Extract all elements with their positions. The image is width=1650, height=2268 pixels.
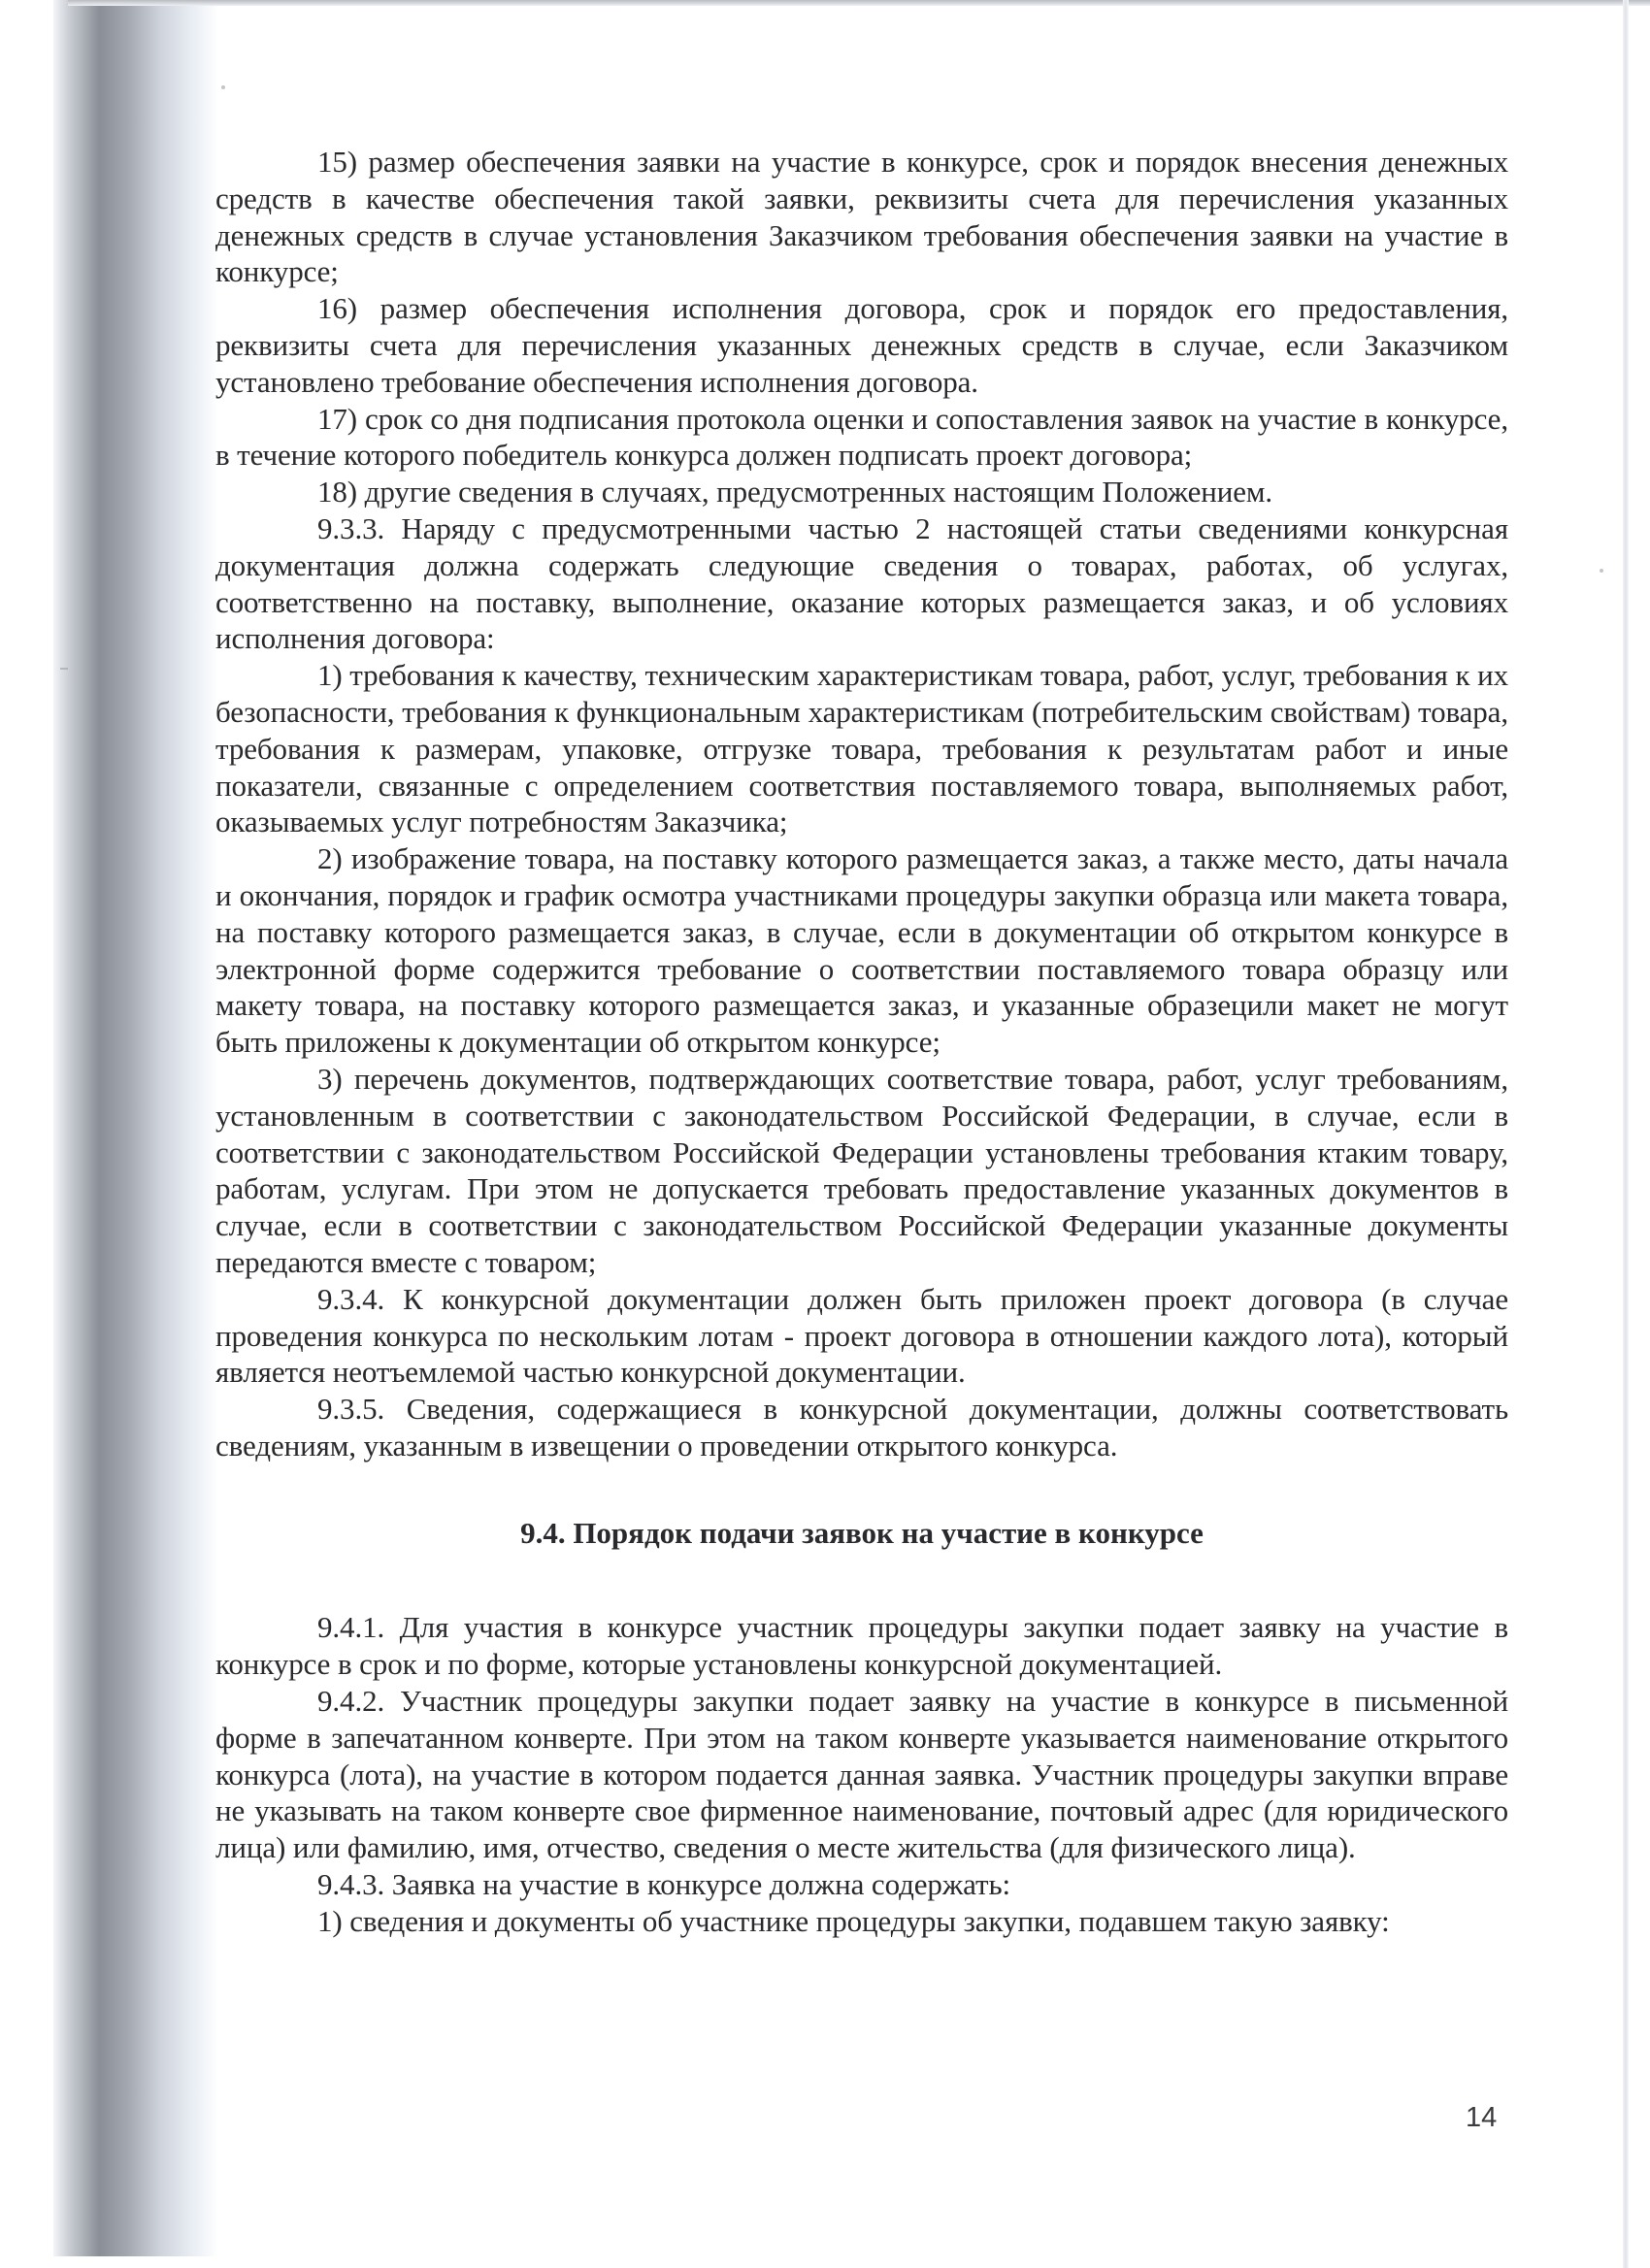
scan-speck bbox=[1600, 569, 1603, 573]
section-heading: 9.4. Порядок подачи заявок на участие в конкурсе bbox=[520, 1515, 1204, 1550]
paragraph-9-3-5: 9.3.5. Сведения, содержащиеся в конкурсной документации, должны соответствовать сведениям, указанным в извещении о проведении открытого конкурса. bbox=[215, 1392, 1508, 1463]
scan-speck bbox=[60, 668, 68, 670]
paragraph-item-18: 18) другие сведения в случаях, предусмотренных настоящим Положением. bbox=[317, 475, 1273, 509]
paragraph-9-4-3: 9.4.3. Заявка на участие в конкурсе должна содержать: bbox=[317, 1867, 1010, 1902]
document-page bbox=[215, 144, 1508, 1940]
paragraph-item-16: 16) размер обеспечения исполнения договора, срок и порядок его предоставления, реквизиты счета для перечисления указанных денежных средств в случае, если Заказчиком установлено требование обеспечения исполнения договора. bbox=[215, 291, 1508, 399]
paragraph-item-15: 15) размер обеспечения заявки на участие в конкурсе, срок и порядок внесения денежных средств в качестве обеспечения такой заявки, реквизиты счета для перечисления указанных денежных средств в случае установления Заказчиком требования обеспечения заявки на участие в конкурсе; bbox=[215, 145, 1508, 289]
paragraph-9-3-3-item-1: 1) требования к качеству, техническим характеристикам товара, работ, услуг, требования к их безопасности, требования к функциональным характеристикам (потребительским свойствам) товара, требования к размерам, упаковке, отгрузке товара, требования к результатам работ и иные показатели, связанные с определением соответствия поставляемого товара, выполняемых работ, оказываемых услуг потребностям Заказчика; bbox=[215, 658, 1508, 839]
paragraph-9-3-3-item-3: 3) перечень документов, подтверждающих соответствие товара, работ, услуг требованиям, установленным в соответствии с законодательством Российской Федерации, в случае, если в соответствии с законодательством Российской Федерации установлены требования ктаким товару, работам, услугам. При этом не допускается требовать предоставление указанных документов в случае, если в соответствии с законодательством Российской Федерации указанные документы передаются вместе с товаром; bbox=[215, 1061, 1508, 1279]
scan-top-edge bbox=[68, 0, 1650, 6]
paragraph-9-4-2: 9.4.2. Участник процедуры закупки подает заявку на участие в конкурсе в письменной форме в запечатанном конверте. При этом на таком конверте указывается наименование открытого конкурса (лота), на участие в котором подается данная заявка. Участник процедуры закупки вправе не указывать на таком конверте свое фирменное наименование, почтовый адрес (для юридического лица) или фамилию, имя, отчество, сведения о месте жительства (для физического лица). bbox=[215, 1684, 1508, 1865]
paragraph-9-3-3: 9.3.3. Наряду с предусмотренными частью 2 настоящей статьи сведениями конкурсная документация должна содержать следующие сведения о товарах, работах, об услугах, соответственно на поставку, выполнение, оказание которых размещается заказ, и об условиях исполнения договора: bbox=[215, 510, 1508, 656]
scan-speck bbox=[221, 85, 225, 89]
paragraph-9-3-3-item-2: 2) изображение товара, на поставку которого размещается заказ, а также место, даты начала и окончания, порядок и график осмотра участниками процедуры закупки образца или макета товара, на поставку которого размещается заказ, в случае, если в документации об открытом конкурсе в электронной форме содержится требование о соответствии поставляемого товара образцу или макету товара, на поставку которого размещается заказ, и указанные образецили макет не могут быть приложены к документации об открытом конкурсе; bbox=[215, 841, 1508, 1060]
page-number: 14 bbox=[1466, 2102, 1498, 2133]
paragraph-9-3-4: 9.3.4. К конкурсной документации должен быть приложен проект договора (в случае проведения конкурса по нескольким лотам - проект договора в отношении каждого лота), который является неотъемлемой частью конкурсной документации. bbox=[215, 1281, 1508, 1390]
paragraph-9-4-3-item-1: 1) сведения и документы об участнике процедуры закупки, подавшем такую заявку: bbox=[317, 1903, 1390, 1938]
binding-shadow bbox=[53, 0, 218, 2256]
spacer bbox=[215, 1551, 1508, 1609]
scan-left-margin bbox=[0, 0, 53, 2268]
paragraph-item-17: 17) срок со дня подписания протокола оценки и сопоставления заявок на участие в конкурсе, в течение которого победитель конкурса должен подписать проект договора; bbox=[215, 401, 1508, 473]
paragraph-9-4-1: 9.4.1. Для участия в конкурсе участник процедуры закупки подает заявку на участие в конкурсе в срок и по форме, которые установлены конкурсной документацией. bbox=[215, 1610, 1508, 1682]
spacer bbox=[215, 1464, 1508, 1515]
scan-right-edge bbox=[1623, 0, 1629, 2268]
